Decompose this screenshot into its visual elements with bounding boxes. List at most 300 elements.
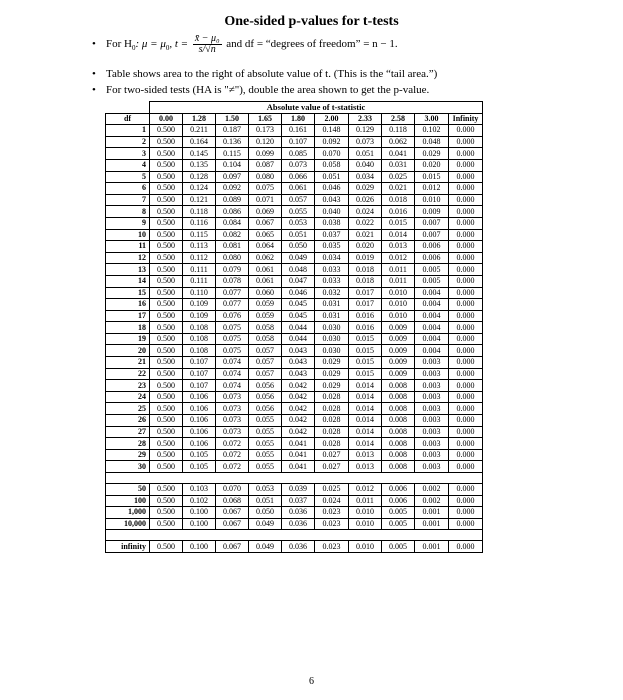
p-value-cell: 0.058: [315, 159, 349, 171]
column-header: 1.28: [183, 113, 216, 125]
table-row: [106, 426, 483, 438]
p-value-cell: 0.500: [150, 229, 183, 241]
p-value-cell: 0.000: [449, 241, 483, 253]
df-cell: 50: [106, 484, 150, 496]
p-value-cell: 0.008: [382, 380, 415, 392]
p-value-cell: 0.042: [282, 426, 315, 438]
fraction-numerator: x̄ − μ₀: [194, 33, 220, 44]
p-value-cell: 0.002: [415, 495, 449, 507]
table-row: [106, 287, 483, 299]
p-value-cell: 0.028: [315, 438, 349, 450]
p-value-cell: 0.068: [216, 495, 249, 507]
p-value-cell: 0.022: [349, 217, 382, 229]
df-cell: 15: [106, 287, 150, 299]
p-value-cell: 0.109: [183, 299, 216, 311]
p-value-cell: 0.099: [249, 148, 282, 160]
span-header: Absolute value of t-statistic: [150, 102, 483, 114]
p-value-cell: 0.043: [282, 368, 315, 380]
p-value-cell: 0.053: [249, 484, 282, 496]
p-value-cell: 0.106: [183, 391, 216, 403]
p-value-cell: 0.058: [249, 322, 282, 334]
p-value-cell: 0.000: [449, 368, 483, 380]
p-value-cell: 0.051: [315, 171, 349, 183]
column-header: 1.65: [249, 113, 282, 125]
p-value-cell: 0.049: [249, 518, 282, 530]
p-value-cell: 0.075: [249, 183, 282, 195]
p-value-cell: 0.066: [282, 171, 315, 183]
p-value-cell: 0.031: [382, 159, 415, 171]
p-value-cell: 0.011: [382, 264, 415, 276]
p-value-cell: 0.010: [382, 310, 415, 322]
p-value-cell: 0.030: [315, 333, 349, 345]
p-value-cell: 0.003: [415, 368, 449, 380]
p-value-cell: 0.076: [216, 310, 249, 322]
p-value-cell: 0.500: [150, 333, 183, 345]
p-value-cell: 0.092: [315, 136, 349, 148]
p-value-cell: 0.080: [249, 171, 282, 183]
p-value-cell: 0.003: [415, 380, 449, 392]
column-header: 1.50: [216, 113, 249, 125]
p-value-cell: 0.000: [449, 136, 483, 148]
table-row: [106, 148, 483, 160]
p-value-cell: 0.009: [382, 368, 415, 380]
bullet1-teq: , t =: [169, 38, 189, 51]
p-value-cell: 0.500: [150, 171, 183, 183]
p-value-cell: 0.000: [449, 461, 483, 473]
p-value-cell: 0.045: [282, 299, 315, 311]
p-value-cell: 0.102: [183, 495, 216, 507]
p-value-cell: 0.015: [349, 357, 382, 369]
p-value-cell: 0.020: [349, 241, 382, 253]
p-value-cell: 0.041: [282, 438, 315, 450]
p-value-cell: 0.018: [382, 194, 415, 206]
p-value-cell: 0.021: [382, 183, 415, 195]
p-value-cell: 0.004: [415, 299, 449, 311]
p-value-cell: 0.105: [183, 449, 216, 461]
p-value-cell: 0.018: [349, 275, 382, 287]
table-header-row: [106, 113, 483, 125]
table-row: [106, 229, 483, 241]
p-value-cell: 0.012: [382, 252, 415, 264]
p-value-cell: 0.008: [382, 415, 415, 427]
p-value-cell: 0.033: [315, 264, 349, 276]
p-value-cell: 0.500: [150, 484, 183, 496]
p-value-cell: 0.011: [382, 275, 415, 287]
p-value-cell: 0.013: [382, 241, 415, 253]
p-value-cell: 0.014: [349, 426, 382, 438]
p-value-cell: 0.004: [415, 287, 449, 299]
bullet1-mid: : μ = μ: [135, 38, 166, 51]
p-value-cell: 0.106: [183, 403, 216, 415]
table-row: [106, 183, 483, 195]
bullet2-text: Table shows area to the right of absolute value of t. (This is the “tail area.”): [106, 68, 438, 80]
p-value-cell: 0.060: [249, 287, 282, 299]
table-row: [106, 415, 483, 427]
p-value-cell: 0.067: [216, 541, 249, 553]
p-value-cell: 0.070: [216, 484, 249, 496]
p-value-cell: 0.017: [349, 287, 382, 299]
df-cell: 24: [106, 391, 150, 403]
p-value-cell: 0.023: [315, 507, 349, 519]
p-value-cell: 0.024: [315, 495, 349, 507]
p-value-cell: 0.006: [382, 484, 415, 496]
p-value-cell: 0.041: [382, 148, 415, 160]
p-value-cell: 0.000: [449, 391, 483, 403]
p-value-cell: 0.008: [382, 449, 415, 461]
p-value-cell: 0.055: [249, 426, 282, 438]
p-value-cell: 0.051: [349, 148, 382, 160]
p-value-cell: 0.055: [249, 461, 282, 473]
p-value-cell: 0.036: [282, 541, 315, 553]
p-value-cell: 0.500: [150, 495, 183, 507]
p-value-cell: 0.005: [415, 275, 449, 287]
bullet-dot-icon: •: [92, 38, 96, 51]
p-value-cell: 0.500: [150, 357, 183, 369]
p-value-table: [105, 101, 483, 553]
p-value-cell: 0.069: [249, 206, 282, 218]
p-value-cell: 0.065: [249, 229, 282, 241]
p-value-cell: 0.007: [415, 217, 449, 229]
p-value-cell: 0.008: [382, 438, 415, 450]
p-value-cell: 0.012: [349, 484, 382, 496]
p-value-cell: 0.057: [249, 345, 282, 357]
p-value-cell: 0.075: [216, 333, 249, 345]
p-value-cell: 0.010: [415, 194, 449, 206]
p-value-cell: 0.003: [415, 438, 449, 450]
p-value-cell: 0.107: [282, 136, 315, 148]
table-row: [106, 518, 483, 530]
p-value-cell: 0.129: [349, 125, 382, 137]
p-value-cell: 0.056: [249, 380, 282, 392]
p-value-cell: 0.049: [282, 252, 315, 264]
p-value-cell: 0.048: [415, 136, 449, 148]
p-value-cell: 0.000: [449, 426, 483, 438]
p-value-cell: 0.097: [216, 171, 249, 183]
p-value-cell: 0.070: [315, 148, 349, 160]
p-value-cell: 0.074: [216, 357, 249, 369]
p-value-cell: 0.000: [449, 518, 483, 530]
p-value-cell: 0.040: [315, 206, 349, 218]
p-value-cell: 0.128: [183, 171, 216, 183]
p-value-cell: 0.043: [282, 357, 315, 369]
p-value-cell: 0.187: [216, 125, 249, 137]
table-row: [106, 438, 483, 450]
p-value-cell: 0.000: [449, 345, 483, 357]
p-value-cell: 0.500: [150, 438, 183, 450]
p-value-cell: 0.136: [216, 136, 249, 148]
p-value-cell: 0.036: [282, 507, 315, 519]
p-value-cell: 0.000: [449, 229, 483, 241]
p-value-cell: 0.056: [249, 403, 282, 415]
p-value-cell: 0.000: [449, 380, 483, 392]
p-value-cell: 0.077: [216, 299, 249, 311]
bullet-formula: [92, 34, 398, 55]
p-value-cell: 0.062: [249, 252, 282, 264]
p-value-cell: 0.042: [282, 415, 315, 427]
table-row: [106, 206, 483, 218]
p-value-cell: 0.000: [449, 252, 483, 264]
p-value-cell: 0.010: [349, 507, 382, 519]
df-cell: 11: [106, 241, 150, 253]
p-value-cell: 0.003: [415, 403, 449, 415]
p-value-cell: 0.008: [382, 426, 415, 438]
p-value-cell: 0.000: [449, 159, 483, 171]
fraction-denominator: s/√n: [198, 44, 216, 55]
table-row: [106, 333, 483, 345]
p-value-cell: 0.016: [382, 206, 415, 218]
p-value-cell: 0.000: [449, 415, 483, 427]
p-value-cell: 0.500: [150, 426, 183, 438]
p-value-cell: 0.015: [415, 171, 449, 183]
df-cell: 5: [106, 171, 150, 183]
p-value-cell: 0.014: [349, 380, 382, 392]
p-value-cell: 0.034: [315, 252, 349, 264]
p-value-cell: 0.000: [449, 264, 483, 276]
p-value-cell: 0.000: [449, 299, 483, 311]
p-value-cell: 0.073: [216, 415, 249, 427]
p-value-cell: 0.102: [415, 125, 449, 137]
p-value-cell: 0.500: [150, 194, 183, 206]
p-value-cell: 0.173: [249, 125, 282, 137]
df-cell: 4: [106, 159, 150, 171]
p-value-cell: 0.007: [415, 229, 449, 241]
p-value-cell: 0.161: [282, 125, 315, 137]
bullet-two-sided: [92, 85, 429, 96]
df-cell: 30: [106, 461, 150, 473]
p-value-cell: 0.500: [150, 391, 183, 403]
df-cell: 17: [106, 310, 150, 322]
p-value-cell: 0.029: [349, 183, 382, 195]
bullet1-sub0: 0: [131, 44, 136, 53]
t-table: [105, 101, 483, 553]
p-value-cell: 0.000: [449, 125, 483, 137]
p-value-cell: 0.000: [449, 449, 483, 461]
p-value-cell: 0.059: [249, 310, 282, 322]
p-value-cell: 0.106: [183, 426, 216, 438]
gap-cell: [106, 530, 483, 541]
p-value-cell: 0.148: [315, 125, 349, 137]
table-row: [106, 171, 483, 183]
p-value-cell: 0.108: [183, 322, 216, 334]
df-cell: 1,000: [106, 507, 150, 519]
p-value-cell: 0.050: [249, 507, 282, 519]
p-value-cell: 0.106: [183, 438, 216, 450]
p-value-cell: 0.035: [315, 241, 349, 253]
p-value-cell: 0.135: [183, 159, 216, 171]
df-cell: 26: [106, 415, 150, 427]
p-value-cell: 0.025: [382, 171, 415, 183]
df-cell: 19: [106, 333, 150, 345]
p-value-cell: 0.036: [282, 518, 315, 530]
p-value-cell: 0.010: [349, 541, 382, 553]
table-gap-row: [106, 530, 483, 541]
p-value-cell: 0.010: [349, 518, 382, 530]
p-value-cell: 0.006: [415, 252, 449, 264]
p-value-cell: 0.008: [382, 461, 415, 473]
p-value-cell: 0.005: [415, 264, 449, 276]
p-value-cell: 0.075: [216, 345, 249, 357]
p-value-cell: 0.075: [216, 322, 249, 334]
p-value-cell: 0.012: [415, 183, 449, 195]
p-value-cell: 0.000: [449, 194, 483, 206]
p-value-cell: 0.055: [282, 206, 315, 218]
p-value-cell: 0.013: [349, 449, 382, 461]
table-row: [106, 310, 483, 322]
p-value-cell: 0.043: [315, 194, 349, 206]
p-value-cell: 0.011: [349, 495, 382, 507]
df-cell: 8: [106, 206, 150, 218]
p-value-cell: 0.000: [449, 287, 483, 299]
p-value-cell: 0.106: [183, 415, 216, 427]
p-value-cell: 0.042: [282, 403, 315, 415]
df-cell: 16: [106, 299, 150, 311]
p-value-cell: 0.014: [382, 229, 415, 241]
corner-cell: [106, 102, 150, 114]
p-value-cell: 0.023: [315, 518, 349, 530]
p-value-cell: 0.029: [315, 380, 349, 392]
p-value-cell: 0.040: [349, 159, 382, 171]
p-value-cell: 0.055: [249, 415, 282, 427]
column-header: 3.00: [415, 113, 449, 125]
p-value-cell: 0.002: [415, 484, 449, 496]
p-value-cell: 0.000: [449, 148, 483, 160]
column-header: 2.33: [349, 113, 382, 125]
df-cell: 6: [106, 183, 150, 195]
p-value-cell: 0.003: [415, 461, 449, 473]
p-value-cell: 0.080: [216, 252, 249, 264]
p-value-cell: 0.010: [382, 287, 415, 299]
p-value-cell: 0.008: [382, 403, 415, 415]
df-cell: 2: [106, 136, 150, 148]
p-value-cell: 0.062: [382, 136, 415, 148]
p-value-cell: 0.086: [216, 206, 249, 218]
p-value-cell: 0.089: [216, 194, 249, 206]
p-value-cell: 0.039: [282, 484, 315, 496]
p-value-cell: 0.500: [150, 252, 183, 264]
p-value-cell: 0.500: [150, 415, 183, 427]
p-value-cell: 0.028: [315, 426, 349, 438]
p-value-cell: 0.028: [315, 415, 349, 427]
df-cell: 3: [106, 148, 150, 160]
p-value-cell: 0.073: [216, 391, 249, 403]
df-header: df: [106, 113, 150, 125]
p-value-cell: 0.145: [183, 148, 216, 160]
p-value-cell: 0.073: [216, 426, 249, 438]
p-value-cell: 0.004: [415, 333, 449, 345]
p-value-cell: 0.057: [249, 368, 282, 380]
p-value-cell: 0.107: [183, 368, 216, 380]
p-value-cell: 0.500: [150, 345, 183, 357]
table-row: [106, 484, 483, 496]
p-value-cell: 0.000: [449, 403, 483, 415]
p-value-cell: 0.072: [216, 438, 249, 450]
table-row: [106, 252, 483, 264]
p-value-cell: 0.013: [349, 461, 382, 473]
p-value-cell: 0.092: [216, 183, 249, 195]
df-cell: 10: [106, 229, 150, 241]
p-value-cell: 0.071: [249, 194, 282, 206]
p-value-cell: 0.014: [349, 415, 382, 427]
p-value-cell: 0.118: [183, 206, 216, 218]
p-value-cell: 0.500: [150, 264, 183, 276]
p-value-cell: 0.038: [315, 217, 349, 229]
p-value-cell: 0.000: [449, 438, 483, 450]
p-value-cell: 0.500: [150, 206, 183, 218]
p-value-cell: 0.211: [183, 125, 216, 137]
table-row: [106, 495, 483, 507]
p-value-cell: 0.045: [282, 310, 315, 322]
p-value-cell: 0.000: [449, 507, 483, 519]
p-value-cell: 0.113: [183, 241, 216, 253]
p-value-cell: 0.100: [183, 507, 216, 519]
p-value-cell: 0.028: [315, 391, 349, 403]
p-value-cell: 0.103: [183, 484, 216, 496]
p-value-cell: 0.500: [150, 299, 183, 311]
p-value-cell: 0.001: [415, 507, 449, 519]
p-value-cell: 0.004: [415, 345, 449, 357]
column-header: 2.58: [382, 113, 415, 125]
p-value-cell: 0.023: [315, 541, 349, 553]
p-value-cell: 0.000: [449, 541, 483, 553]
page-number: 6: [309, 676, 314, 687]
p-value-cell: 0.048: [282, 264, 315, 276]
df-cell: 14: [106, 275, 150, 287]
p-value-cell: 0.078: [216, 275, 249, 287]
p-value-cell: 0.085: [282, 148, 315, 160]
table-row: [106, 217, 483, 229]
p-value-cell: 0.037: [315, 229, 349, 241]
p-value-cell: 0.084: [216, 217, 249, 229]
p-value-cell: 0.105: [183, 461, 216, 473]
p-value-cell: 0.025: [315, 484, 349, 496]
page-title: One-sided p-values for t-tests: [224, 14, 399, 29]
p-value-cell: 0.500: [150, 380, 183, 392]
p-value-cell: 0.118: [382, 125, 415, 137]
df-cell: 1: [106, 125, 150, 137]
p-value-cell: 0.115: [183, 229, 216, 241]
p-value-cell: 0.074: [216, 368, 249, 380]
p-value-cell: 0.041: [282, 461, 315, 473]
p-value-cell: 0.064: [249, 241, 282, 253]
p-value-cell: 0.500: [150, 518, 183, 530]
p-value-cell: 0.005: [382, 507, 415, 519]
p-value-cell: 0.109: [183, 310, 216, 322]
df-cell: 25: [106, 403, 150, 415]
p-value-cell: 0.032: [315, 287, 349, 299]
p-value-cell: 0.074: [216, 380, 249, 392]
table-row: [106, 541, 483, 553]
p-value-cell: 0.500: [150, 275, 183, 287]
p-value-cell: 0.004: [415, 310, 449, 322]
table-row: [106, 507, 483, 519]
p-value-cell: 0.000: [449, 206, 483, 218]
p-value-cell: 0.110: [183, 287, 216, 299]
column-header: Infinity: [449, 113, 483, 125]
p-value-cell: 0.003: [415, 426, 449, 438]
p-value-cell: 0.500: [150, 241, 183, 253]
p-value-cell: 0.500: [150, 125, 183, 137]
p-value-cell: 0.500: [150, 322, 183, 334]
p-value-cell: 0.164: [183, 136, 216, 148]
table-row: [106, 391, 483, 403]
p-value-cell: 0.037: [282, 495, 315, 507]
p-value-cell: 0.061: [282, 183, 315, 195]
table-gap-row: [106, 473, 483, 484]
df-cell: 29: [106, 449, 150, 461]
p-value-cell: 0.000: [449, 275, 483, 287]
p-value-cell: 0.079: [216, 264, 249, 276]
table-row: [106, 345, 483, 357]
